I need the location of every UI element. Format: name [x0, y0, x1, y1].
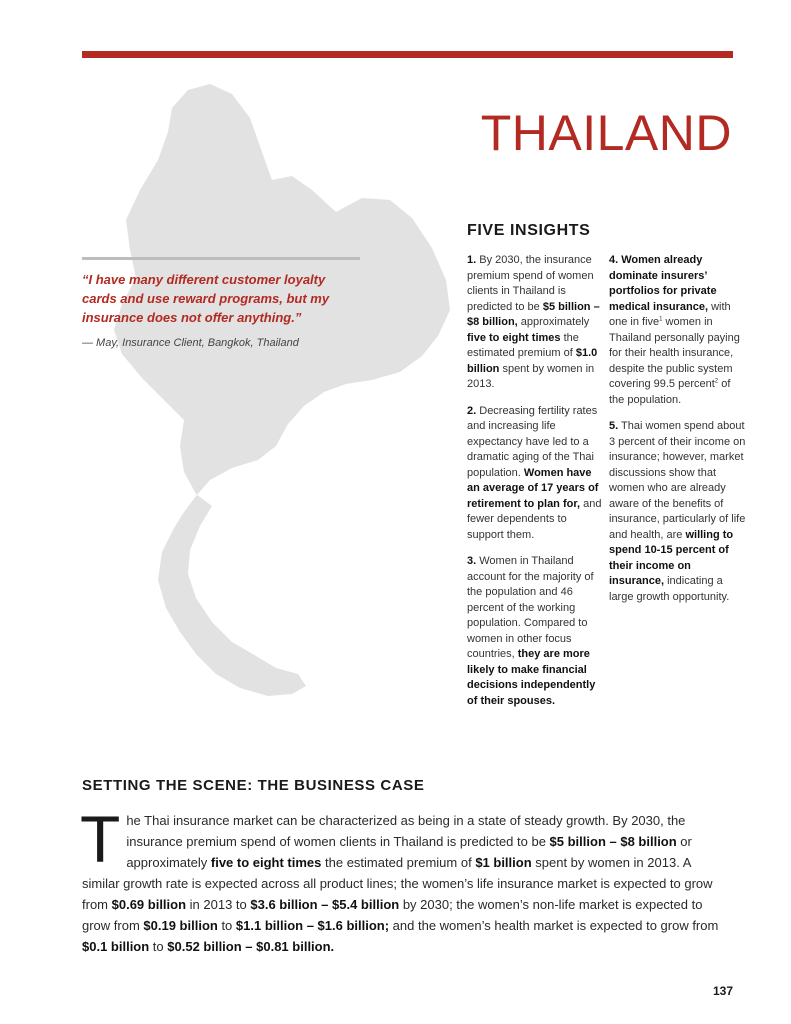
insights-column-left [467, 253, 605, 720]
pull-quote: “I have many different customer loyalty cards and use reward programs, but my insurance does not offer anything.” [82, 272, 330, 325]
insight-1: 1. By 2030, the insurance premium spend of women clients in Thailand is predicted to be $5 billion – $8 billion, approximately five to eight times the estimated premium of $1.0 billion spent by women in 2013. [467, 254, 600, 390]
business-case-paragraph: The Thai insurance market can be characterized as being in a state of steady growth. By 2030, the insurance premium spend of women clients in Thailand is predicted to be $5 billion – $8 billion or approximately five to eight times the estimated premium of $1 billion spent by women in 2013. A similar growth rate is expected across all product lines; the women’s life insurance market is expected to grow from $0.69 billion in 2013 to $3.6 billion – $5.4 billion by 2030; the women’s non-life market is expected to grow from $0.19 billion to $1.1 billion – $1.6 billion; and the women’s health market is expected to grow from $0.1 billion to $0.52 billion – $0.81 billion. [80, 802, 719, 954]
page-number: 137 [712, 984, 733, 998]
top-accent-bar [82, 51, 733, 58]
footnote-1: 1 [659, 316, 663, 323]
insight-5: 5. Thai women spend about 3 percent of their income on insurance; however, market discussions show that women who are already aware of the benefits of insurance, particularly of life and health, are willing to spend 10-15 percent of their income on insurance, indicating a large growth opportunity. [609, 420, 746, 603]
page-title: THAILAND [480, 105, 732, 161]
five-insights-heading: FIVE INSIGHTS [467, 222, 591, 239]
insight-3: 3. Women in Thailand account for the majority of the population and 46 percent of the working population. Compared to women in other focus countries, they are more likely to make financial decisions independently of their spouses. [467, 555, 596, 707]
insight-2: 2. Decreasing fertility rates and increasing life expectancy have led to a dramatic aging of the Thai population. Women have an average of 17 years of retirement to plan for, and fewer dependents to support them. [467, 404, 602, 541]
section-heading: SETTING THE SCENE: THE BUSINESS CASE [82, 777, 425, 794]
quote-attribution: — May, Insurance Client, Bangkok, Thailand [82, 337, 299, 349]
insights-column-right [609, 253, 747, 616]
quote-divider [82, 257, 360, 260]
drop-cap: T [80, 802, 121, 876]
thailand-map-silhouette [100, 80, 480, 720]
footnote-2: 2 [714, 378, 719, 385]
insight-4: 4. Women already dominate insurers’ portfolios for private medical insurance, with one in five$^1$ women in Thailand personally paying for their health insurance, despite the public system covering 99.5 percent$^2$ of the population. [609, 254, 740, 406]
